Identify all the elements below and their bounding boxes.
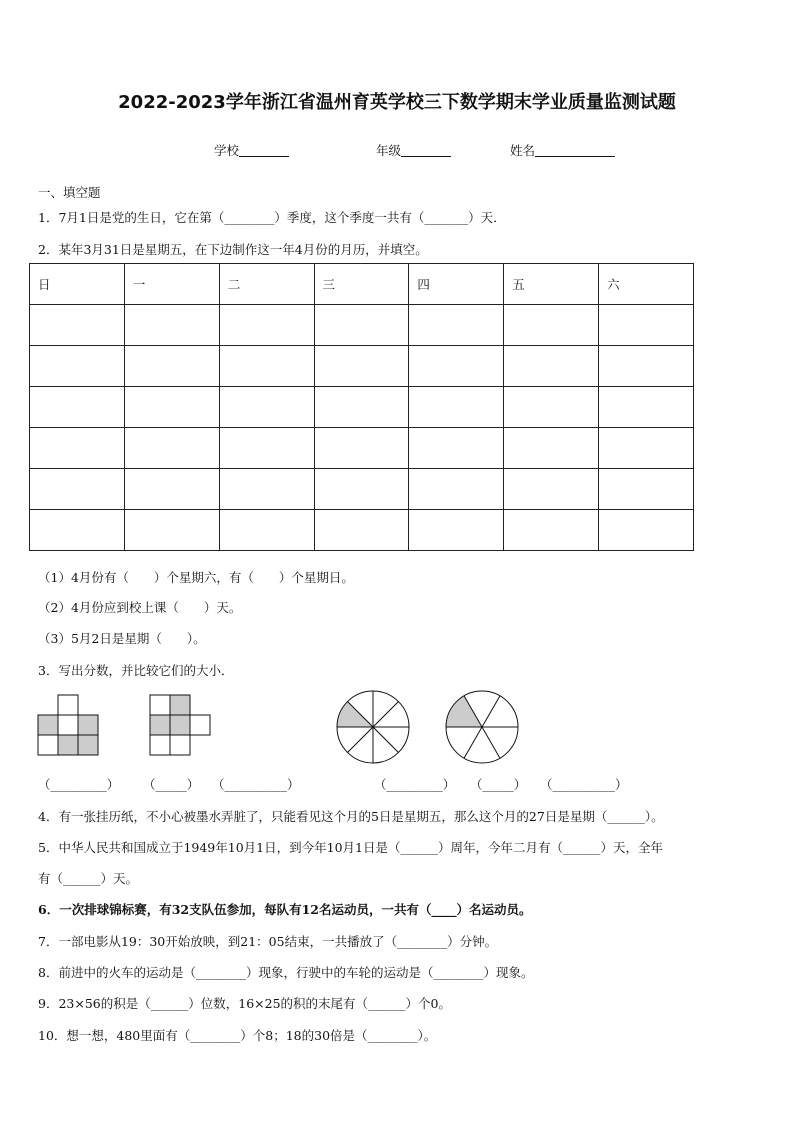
name-label: 姓名: [510, 143, 536, 158]
question-9: 9．23×56的积是（______）位数，16×25的积的末尾有（______）个0。: [38, 996, 451, 1011]
question-5-line-1: 5．中华人民共和国成立于1949年10月1日，到今年10月1日是（______）周年，今年二月有（______）天，全年: [38, 840, 663, 855]
question-5-line-2: 有（______）天。: [38, 871, 139, 886]
question-2-sub-3: （3）5月2日是星期（ ）。: [38, 631, 206, 646]
compare-blank-2[interactable]: （_____）: [470, 777, 527, 792]
grade-label: 年级: [376, 143, 402, 158]
fraction-blank-2[interactable]: （__________）: [212, 777, 300, 792]
question-1: 1．7月1日是党的生日，它在第（________）季度，这个季度一共有（_______）天．: [38, 210, 506, 225]
grid-figure-2: [150, 695, 210, 755]
compare-blank-1[interactable]: （_____）: [143, 777, 200, 792]
section-title-fill-blank: 一、填空题: [38, 185, 101, 200]
calendar-header-cell: 三: [314, 264, 409, 305]
calendar-header-cell: 一: [124, 264, 219, 305]
question-3: 3．写出分数，并比较它们的大小．: [38, 663, 234, 678]
grid-figure-1: [38, 695, 98, 755]
question-7: 7．一部电影从19：30开始放映，到21：05结束，一共播放了（________）分钟。: [38, 934, 498, 949]
question-6: 6．一次排球锦标赛，有32支队伍参加，每队有12名运动员，一共有（____）名运动员。: [38, 902, 532, 917]
school-label: 学校: [214, 143, 240, 158]
question-2-sub-1: （1）4月份有（ ）个星期六，有（ ）个星期日。: [38, 570, 354, 585]
circle-figure-sixths: [446, 691, 518, 763]
page-title: 2022-2023学年浙江省温州育英学校三下数学期末学业质量监测试题: [118, 92, 676, 113]
fraction-blank-3[interactable]: （_________）: [374, 777, 456, 792]
calendar-header-cell: 四: [409, 264, 504, 305]
fraction-blank-4[interactable]: （__________）: [540, 777, 628, 792]
question-10: 10．想一想，480里面有（________）个8；18的30倍是（________）。: [38, 1028, 437, 1043]
question-2: 2．某年3月31日是星期五，在下边制作这一年4月份的月历，并填空。: [38, 242, 428, 257]
calendar-header-cell: 二: [219, 264, 314, 305]
question-2-sub-2: （2）4月份应到校上课（ ）天。: [38, 600, 242, 615]
calendar-header-cell: 六: [599, 264, 694, 305]
calendar-header-cell: 日: [30, 264, 125, 305]
circle-figure-eighths: [337, 691, 409, 763]
calendar-header-cell: 五: [504, 264, 599, 305]
question-4: 4．有一张挂历纸，不小心被墨水弄脏了，只能看见这个月的5日是星期五，那么这个月的27日是星期（______）。: [38, 809, 664, 824]
fraction-blank-1[interactable]: （_________）: [38, 777, 120, 792]
question-8: 8．前进中的火车的运动是（________）现象，行驶中的车轮的运动是（________）现象。: [38, 965, 534, 980]
